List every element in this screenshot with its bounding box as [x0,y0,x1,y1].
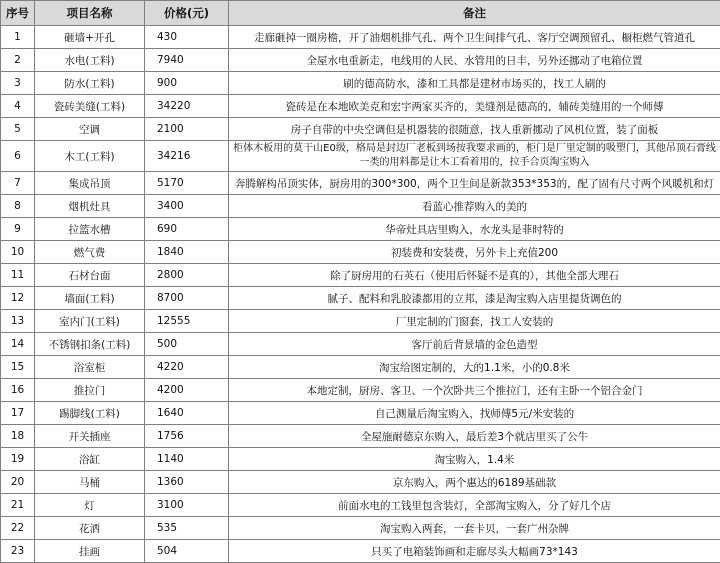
header-no: 序号 [1,1,35,26]
table-row [1,402,720,425]
item-note: 走廊砸掉一圈房檐，开了油烟机排气孔、两个卫生间排气孔、客厅空调预留孔、橱柜燃气管道孔 [229,26,720,49]
header-price: 价格(元) [145,1,229,26]
item-price: 535 [145,517,229,540]
table-row [1,310,720,333]
item-note: 全屋施耐德京东购入，最后差3个就店里买了公牛 [229,425,720,448]
table-row [1,264,720,287]
header-name: 项目名称 [35,1,145,26]
table-row [1,356,720,379]
row-number: 16 [1,379,35,402]
item-name: 木工(工料) [35,141,145,172]
header-note: 备注 [229,1,720,26]
table-row [1,448,720,471]
item-note: 奔腾解构吊顶实体，厨房用的300*300，两个卫生间是新款353*353的，配了固有尺寸两个风暖机和灯 [229,172,720,195]
item-note: 全屋水电重新走，电线用的人民、水管用的日丰，另外还挪动了电箱位置 [229,49,720,72]
table-row [1,141,720,172]
row-number: 4 [1,95,35,118]
item-price: 504 [145,540,229,563]
item-price: 1140 [145,448,229,471]
item-name: 水电(工料) [35,49,145,72]
table-row [1,379,720,402]
item-price: 4200 [145,379,229,402]
row-number: 14 [1,333,35,356]
item-name: 室内门(工料) [35,310,145,333]
item-price: 2800 [145,264,229,287]
table-row [1,218,720,241]
item-note: 自己测量后淘宝购入，找师傅5元/米安装的 [229,402,720,425]
table-row [1,333,720,356]
row-number: 7 [1,172,35,195]
table-row [1,287,720,310]
item-price: 690 [145,218,229,241]
item-price: 1360 [145,471,229,494]
row-number: 17 [1,402,35,425]
item-name: 瓷砖美缝(工料) [35,95,145,118]
row-number: 23 [1,540,35,563]
row-number: 15 [1,356,35,379]
table-row [1,425,720,448]
item-note: 看蓝心推荐购入的美的 [229,195,720,218]
item-price: 5170 [145,172,229,195]
item-name: 开关插座 [35,425,145,448]
item-note: 淘宝给图定制的，大的1.1米，小的0.8米 [229,356,720,379]
item-name: 墙面(工料) [35,287,145,310]
item-note: 淘宝购入，1.4米 [229,448,720,471]
table-row [1,72,720,95]
item-price: 1640 [145,402,229,425]
item-name: 浴室柜 [35,356,145,379]
item-price: 1840 [145,241,229,264]
table-row [1,517,720,540]
item-price: 34220 [145,95,229,118]
item-note: 本地定制，厨房、客卫、一个次卧共三个推拉门，还有主卧一个铝合金门 [229,379,720,402]
row-number: 11 [1,264,35,287]
row-number: 9 [1,218,35,241]
row-number: 5 [1,118,35,141]
row-number: 10 [1,241,35,264]
row-number: 3 [1,72,35,95]
item-price: 430 [145,26,229,49]
table-row [1,241,720,264]
item-price: 34216 [145,141,229,172]
table-row [1,494,720,517]
header-row [1,1,720,26]
item-name: 空调 [35,118,145,141]
item-name: 推拉门 [35,379,145,402]
table-row [1,195,720,218]
row-number: 6 [1,141,35,172]
item-price: 2100 [145,118,229,141]
item-name: 灯 [35,494,145,517]
item-note: 华帝灶具店里购入，水龙头是菲时特的 [229,218,720,241]
item-note: 前面水电的工钱里包含装灯，全部淘宝购入，分了好几个店 [229,494,720,517]
item-name: 砸墙+开孔 [35,26,145,49]
item-note: 腻子、配料和乳胶漆都用的立邦，漆是淘宝购入店里提货调色的 [229,287,720,310]
item-name: 花洒 [35,517,145,540]
item-note: 客厅前后背景墙的金色造型 [229,333,720,356]
row-number: 22 [1,517,35,540]
item-note: 柜体木板用的莫干山E0级，格局是封边厂老板到场按我要求画的，柜门是厂里定制的吸塑门，其他吊顶石膏线一类的用料都是让木工看着用的，拉手合页淘宝购入 [229,141,720,172]
item-name: 马桶 [35,471,145,494]
item-note: 只买了电箱装饰画和走廊尽头大幅画73*143 [229,540,720,563]
item-note: 除了厨房用的石英石（使用后怀疑不是真的），其他全部大理石 [229,264,720,287]
row-number: 1 [1,26,35,49]
item-name: 集成吊顶 [35,172,145,195]
table-row [1,95,720,118]
item-note: 厂里定制的门窗套，找工人安装的 [229,310,720,333]
item-name: 挂画 [35,540,145,563]
item-price: 500 [145,333,229,356]
table-row [1,118,720,141]
item-price: 7940 [145,49,229,72]
item-name: 踢脚线(工料) [35,402,145,425]
item-price: 1756 [145,425,229,448]
table-row [1,172,720,195]
item-name: 燃气费 [35,241,145,264]
item-name: 不锈钢扣条(工料) [35,333,145,356]
item-name: 石材台面 [35,264,145,287]
item-name: 浴缸 [35,448,145,471]
item-price: 12555 [145,310,229,333]
item-price: 4220 [145,356,229,379]
row-number: 2 [1,49,35,72]
item-name: 防水(工料) [35,72,145,95]
item-name: 拉篮水槽 [35,218,145,241]
table-row [1,471,720,494]
row-number: 21 [1,494,35,517]
item-price: 3400 [145,195,229,218]
item-note: 瓷砖是在本地欧美克和宏宇两家买齐的，美缝剂是德高的，辅砖美缝用的一个师傅 [229,95,720,118]
item-note: 淘宝购入两套，一套卡贝，一套广州杂牌 [229,517,720,540]
table-row [1,49,720,72]
row-number: 20 [1,471,35,494]
item-name: 烟机灶具 [35,195,145,218]
row-number: 19 [1,448,35,471]
row-number: 8 [1,195,35,218]
row-number: 13 [1,310,35,333]
item-note: 房子自带的中央空调但是机器装的很随意，找人重新挪动了风机位置，装了面板 [229,118,720,141]
row-number: 18 [1,425,35,448]
table-row [1,540,720,563]
item-note: 刷的德高防水，漆和工具都是建材市场买的，找工人刷的 [229,72,720,95]
item-price: 3100 [145,494,229,517]
item-price: 900 [145,72,229,95]
item-note: 初装费和安装费，另外卡上充值200 [229,241,720,264]
item-note: 京东购入，两个惠达的6189基础款 [229,471,720,494]
item-price: 8700 [145,287,229,310]
table-row [1,26,720,49]
row-number: 12 [1,287,35,310]
